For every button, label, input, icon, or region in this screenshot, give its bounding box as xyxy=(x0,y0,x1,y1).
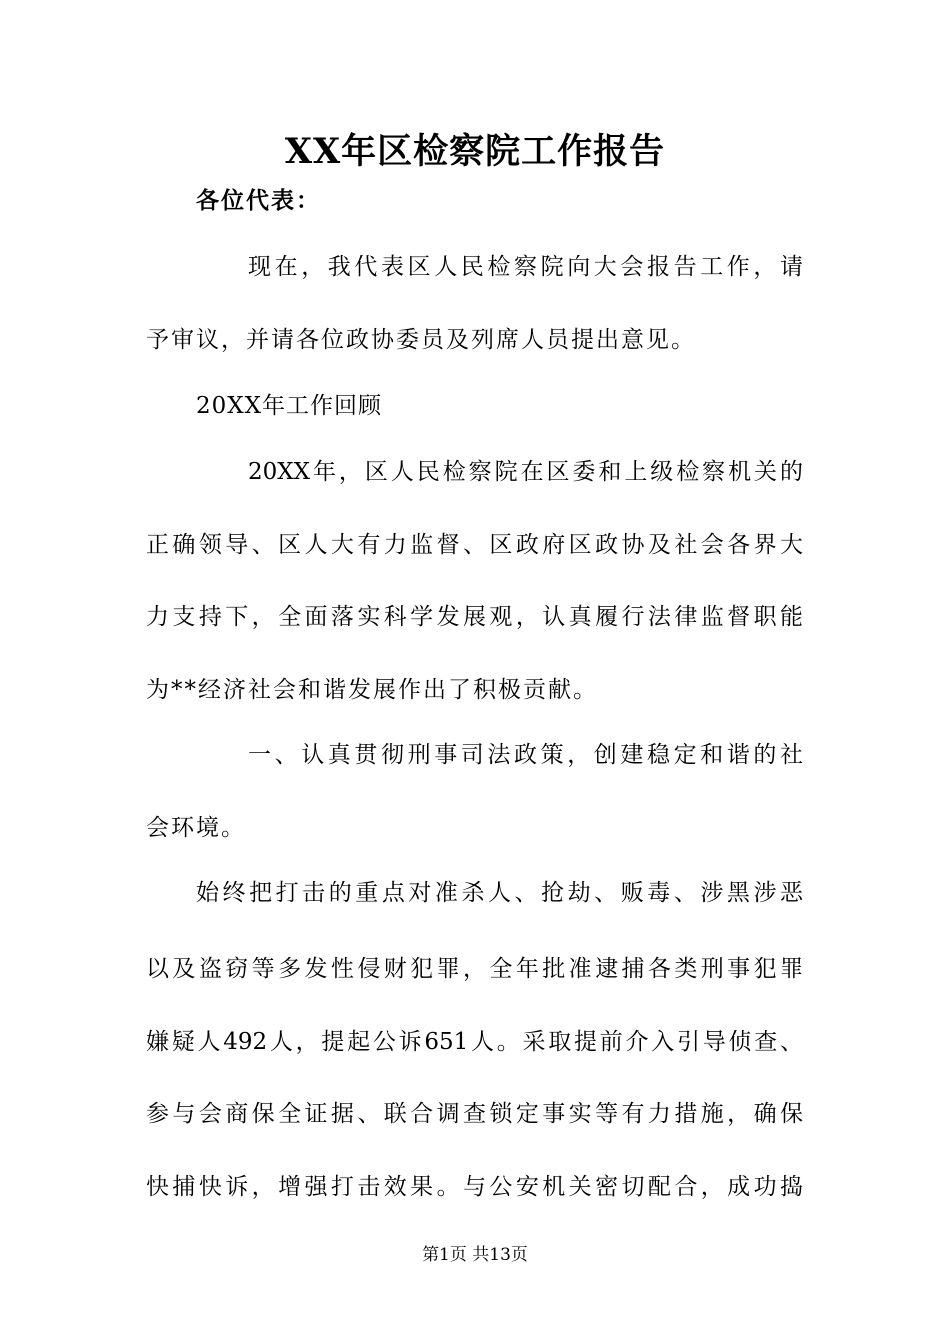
paragraph-line: 快捕快诉，增强打击效果。与公安机关密切配合，成功捣 xyxy=(146,1174,803,1200)
paragraph-line: 正确领导、区人大有力监督、区政府区政协及社会各界大 xyxy=(146,532,803,558)
paragraph-line: 一、认真贯彻刑事司法政策，创建稳定和谐的社 xyxy=(248,742,803,768)
paragraph-line: 参与会商保全证据、联合调查锁定事实等有力措施，确保 xyxy=(146,1101,803,1127)
paragraph-line: 现在，我代表区人民检察院向大会报告工作，请 xyxy=(248,254,803,280)
paragraph-line: 以及盗窃等多发性侵财犯罪，全年批准逮捕各类刑事犯罪 xyxy=(146,956,803,982)
paragraph-line: 会环境。 xyxy=(146,815,246,841)
page-number: 第1页 共13页 xyxy=(422,1245,528,1265)
salutation: 各位代表： xyxy=(196,187,321,214)
paragraph-line: 力支持下，全面落实科学发展观，认真履行法律监督职能 xyxy=(146,604,803,630)
paragraph-line: 嫌疑人492人，提起公诉651人。采取提前介入引导侦查、 xyxy=(146,1029,803,1055)
paragraph-line: 始终把打击的重点对准杀人、抢劫、贩毒、涉黑涉恶 xyxy=(196,880,803,906)
document-title: XX年区检察院工作报告 xyxy=(284,131,666,172)
paragraph-line: 为**经济社会和谐发展作出了积极贡献。 xyxy=(146,677,598,703)
paragraph-line: 20XX年，区人民检察院在区委和上级检察机关的 xyxy=(248,459,803,485)
paragraph-line: 予审议，并请各位政协委员及列席人员提出意见。 xyxy=(146,327,696,353)
section-heading: 20XX年工作回顾 xyxy=(196,393,383,419)
